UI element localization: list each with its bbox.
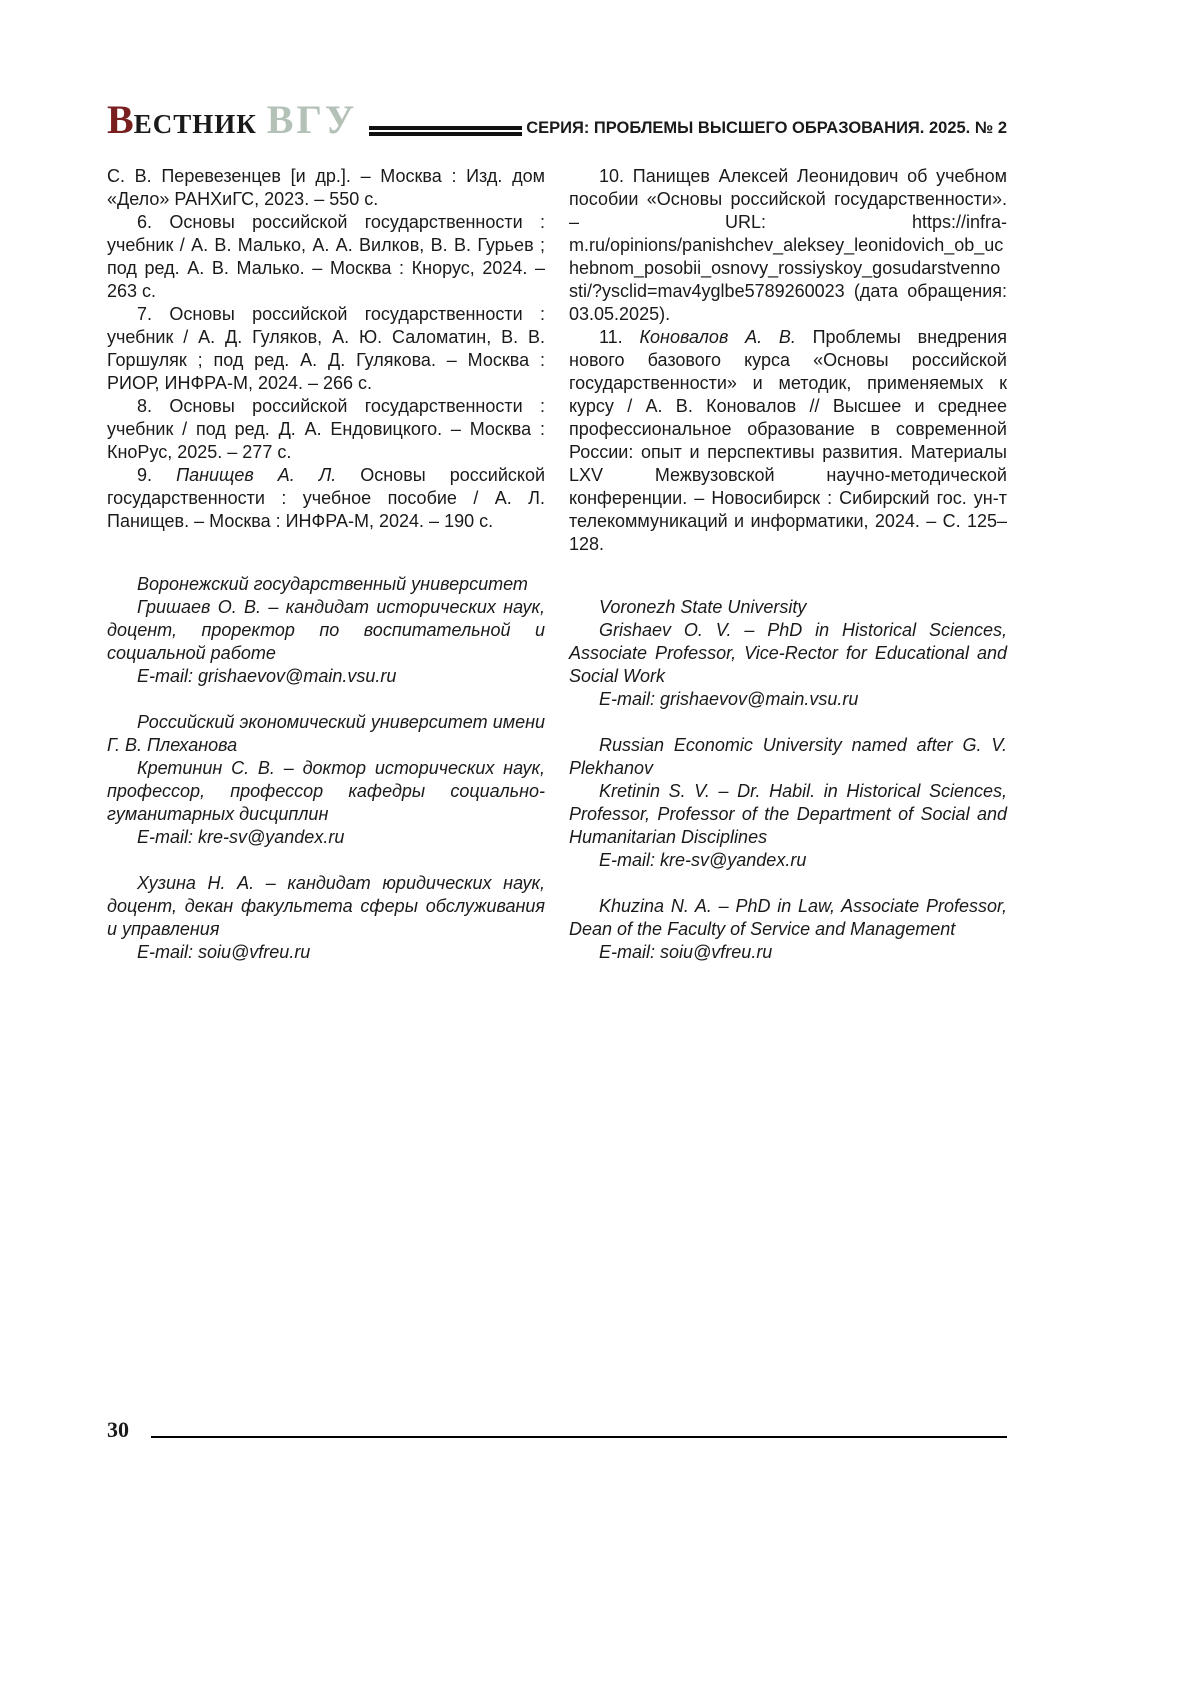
affiliation-email: E-mail: kre-sv@yandex.ru [599, 850, 807, 870]
page-number: 30 [107, 1417, 129, 1442]
reference-item-continuation: С. В. Перевезенцев [и др.]. – Москва : Изд. дом «Дело» РАНХиГС, 2023. – 550 с. [107, 166, 545, 209]
affiliation-block [569, 895, 1007, 964]
reference-item-9: 9. Панищев А. Л. Основы российской государственности : учебное пособие / А. Л. Панищев. – Москва : ИНФРА-М, 2024. – 190 с. [107, 465, 546, 531]
affiliation-person: Grishaev O. V. – PhD in Historical Sciences, Associate Professor, Vice-Rector for Educational and Social Work [569, 620, 1007, 686]
page-footer [107, 1419, 1007, 1441]
affiliation-block [569, 734, 1007, 872]
page-body [107, 165, 1007, 964]
affiliations-russian [107, 573, 545, 964]
header-double-rule [369, 126, 522, 136]
column-right [569, 165, 1007, 964]
footer-rule [151, 1436, 1007, 1438]
affiliation-person: Гришаев О. В. – кандидат исторических наук, доцент, проректор по воспитательной и социальной работе [107, 597, 545, 663]
series-title: СЕРИЯ: ПРОБЛЕМЫ ВЫСШЕГО ОБРАЗОВАНИЯ. 2025. № 2 [526, 119, 1007, 137]
affiliation-email: E-mail: soiu@vfreu.ru [599, 942, 773, 962]
affiliation-block [107, 711, 545, 849]
page-header [107, 97, 1007, 142]
logo-name: ЕСТНИК [133, 109, 257, 139]
affiliation-email: E-mail: grishaevov@main.vsu.ru [599, 689, 859, 709]
affiliation-email: E-mail: soiu@vfreu.ru [137, 942, 311, 962]
column-left [107, 165, 545, 964]
reference-item-11: 11. Коновалов А. В. Проблемы внедрения нового базового курса «Основы российской государственности» и методик, применяемых к курсу / А. В. Коновалов // Высшее и среднее профессиональное образование в современной России: опыт и перспективы развития. Материалы LXV Межвузовской научно-методической конференции. – Новосибирск : Сибирский гос. ун-т телекоммуникаций и информатики, 2024. – С. 125–128. [569, 327, 1007, 554]
reference-item-6: 6. Основы российской государственности : учебник / А. В. Малько, А. А. Вилков, В. В. Гурьев ; под ред. А. В. Малько. – Москва : Кнорус, 2024. – 263 с. [107, 212, 545, 301]
affiliations-english [569, 596, 1007, 964]
affiliation-block [107, 872, 545, 964]
logo-abbreviation: ВГУ [266, 97, 358, 142]
affiliation-university: Российский экономический университет имени Г. В. Плеханова [107, 712, 545, 755]
reference-item-8: 8. Основы российской государственности : учебник / под ред. Д. А. Ендовицкого. – Москва : КноРус, 2025. – 277 с. [107, 396, 545, 462]
affiliation-university: Russian Economic University named after G. V. Plekhanov [569, 735, 1007, 778]
affiliation-person: Хузина Н. А. – кандидат юридических наук, доцент, декан факультета сферы обслуживания и управления [107, 873, 545, 939]
affiliation-block [107, 573, 545, 688]
journal-logo [107, 97, 358, 142]
affiliation-university: Воронежский государственный университет [137, 574, 528, 594]
reference-item-10: 10. Панищев Алексей Леонидович об учебном пособии «Основы российской государственности». – URL: https://infra-m.ru/opinions/panishchev_aleksey_leonidovich_ob_uchebnom_posobii_osnovy_rossiyskoy_gosudarstvennosti/?ysclid=mav4yglbe5789260023 (дата обращения: 03.05.2025). [569, 166, 1007, 324]
logo-initial-letter: В [107, 97, 134, 142]
reference-item-7: 7. Основы российской государственности : учебник / А. Д. Гуляков, А. Ю. Саломатин, В. В. Горшуляк ; под ред. А. Д. Гулякова. – Москва : РИОР, ИНФРА-М, 2024. – 266 с. [107, 304, 545, 393]
affiliation-person: Khuzina N. A. – PhD in Law, Associate Professor, Dean of the Faculty of Service and Management [569, 896, 1007, 939]
affiliation-email: E-mail: kre-sv@yandex.ru [137, 827, 345, 847]
affiliation-email: E-mail: grishaevov@main.vsu.ru [137, 666, 397, 686]
affiliation-university: Voronezh State University [599, 597, 807, 617]
affiliation-person: Kretinin S. V. – Dr. Habil. in Historical Sciences, Professor, Professor of the Department of Social and Humanitarian Disciplines [569, 781, 1007, 847]
affiliation-person: Кретинин С. В. – доктор исторических наук, профессор, профессор кафедры социально-гуманитарных дисциплин [107, 758, 545, 824]
affiliation-block [569, 596, 1007, 711]
